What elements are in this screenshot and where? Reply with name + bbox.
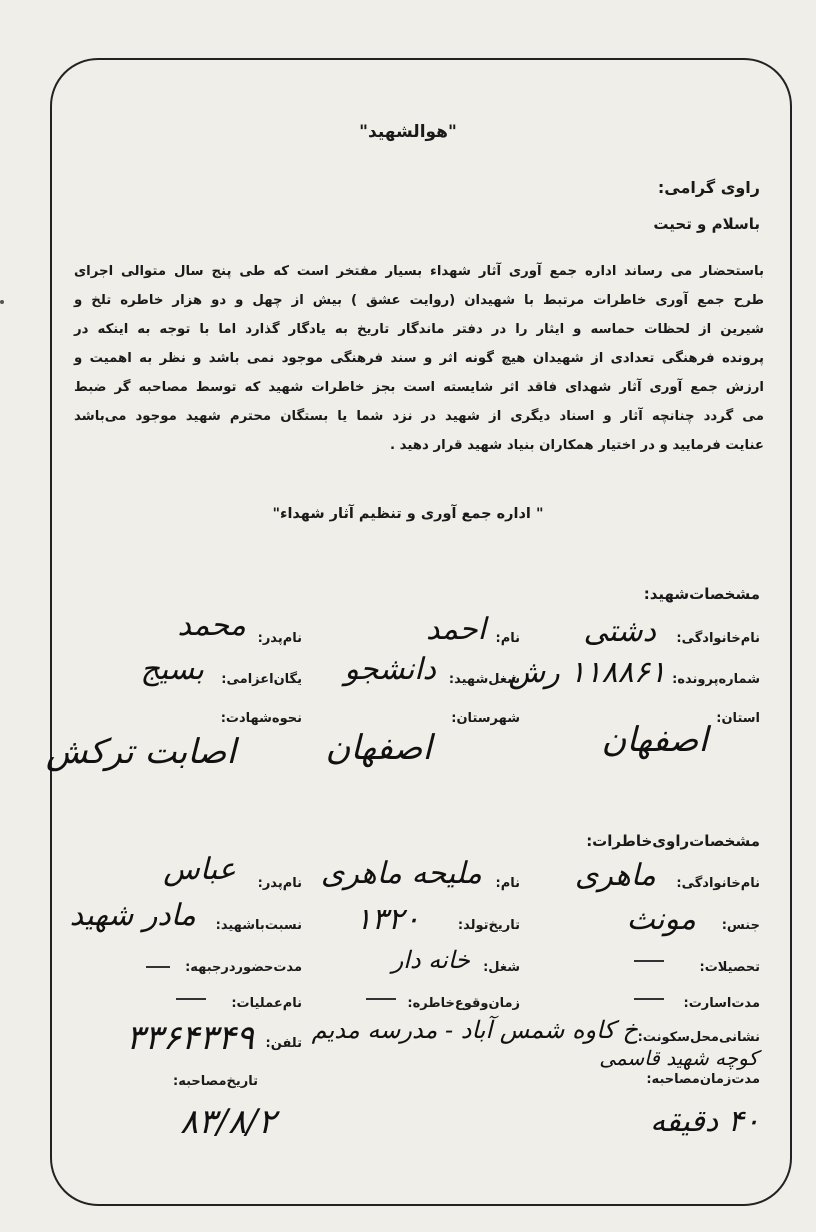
- martyr-city-value: اصفهان: [325, 728, 432, 768]
- narrator-education-label: تحصیلات:: [699, 960, 760, 975]
- greeting: راوی گرامی:: [657, 178, 760, 197]
- empty-line: [634, 998, 664, 1000]
- letter-line: ارزش جمع آوری آثار شهدای فاقد اثر شایسته است بجز خاطرات شهید که توسط مصاحبه گر ضبط: [74, 380, 764, 395]
- salutation: باسلام و تحیت: [653, 215, 760, 233]
- martyr-heading: مشخصات‌شهید:: [643, 585, 760, 603]
- narrator-gender-value: مونث: [626, 902, 696, 937]
- narrator-name-label: نام:: [495, 876, 520, 891]
- letter-line: می گردد چنانچه آثار و اسناد دیگری از شهید در نزد شما یا بستگان محترم شهید موجود می‌باشد: [74, 409, 764, 424]
- martyr-job-label: شغل‌شهید:: [448, 672, 520, 687]
- empty-line: [366, 998, 396, 1000]
- narrator-relation-label: نسبت‌باشهید:: [215, 918, 302, 933]
- scan-mark: [0, 300, 4, 304]
- narrator-address-value: خ کاوه شمس آباد - مدرسه مدیم: [311, 1016, 638, 1044]
- narrator-last-name-label: نام‌خانوادگی:: [676, 876, 760, 891]
- narrator-birth-label: تاریخ‌تولد:: [457, 918, 520, 933]
- martyr-unit-value: بسیج: [140, 652, 204, 687]
- martyr-file-no-value: ۱۱۸۸۶۱ رش: [508, 655, 666, 690]
- martyr-city-label: شهرستان:: [451, 711, 520, 726]
- empty-line: [146, 966, 170, 968]
- narrator-name-value: ملیحه ماهری: [320, 856, 482, 891]
- narrator-date-label: تاریخ‌مصاحبه:: [173, 1074, 258, 1089]
- narrator-address-line2: کوچه شهید قاسمی: [599, 1046, 758, 1070]
- letter-line: طرح جمع آوری خاطرات مرتبط با شهیدان (روایت عشق ) بیش از چهل و دو هزار خاطره تلخ و: [74, 293, 764, 308]
- narrator-duration-label: مدت‌زمان‌مصاحبه:: [646, 1072, 760, 1087]
- martyr-manner-label: نحوه‌شهادت:: [220, 711, 302, 726]
- narrator-father-label: نام‌پدر:: [257, 876, 302, 891]
- narrator-duration-value: ۴۰ دقیقه: [650, 1104, 760, 1139]
- empty-line: [176, 998, 206, 1000]
- martyr-unit-label: یگان‌اعزامی:: [221, 672, 302, 687]
- narrator-father-value: عباس: [163, 852, 236, 887]
- narrator-job-label: شغل:: [483, 960, 520, 975]
- narrator-heading: مشخصات‌راوی‌خاطرات:: [586, 832, 760, 850]
- narrator-gender-label: جنس:: [721, 918, 760, 933]
- martyr-file-no-label: شماره‌پرونده:: [672, 672, 760, 687]
- narrator-front-label: مدت‌حضوردرجبهه:: [185, 960, 302, 975]
- martyr-job-value: دانشجو: [344, 652, 436, 687]
- office-signature: " اداره جمع آوری و تنظیم آثار شهداء": [272, 506, 544, 522]
- letter-line: باستحضار می رساند اداره جمع آوری آثار شهداء بسیار مفتخر است که طی پنج سال متوالی اجرای: [74, 264, 764, 279]
- letter-line: پرونده فرهنگی تعدادی از شهیدان هیچ گونه اثر و سند فرهنگی موجود نمی باشد و نظر به اهمیت و: [74, 351, 764, 366]
- letter-line: شیرین از لحظات حماسه و ایثار را در دفتر ماندگار تاریخ به یادگار گذارد اما با توجه به اینکه در: [74, 322, 764, 337]
- narrator-last-name-value: ماهری: [574, 858, 656, 893]
- narrator-phone-label: تلفن:: [265, 1036, 302, 1051]
- narrator-address-label: نشانی‌محل‌سکونت:: [637, 1030, 760, 1045]
- narrator-job-value: خانه دار: [391, 946, 470, 974]
- page-title: "هوالشهید": [359, 122, 457, 142]
- narrator-memory-time-label: زمان‌وقوع‌خاطره:: [407, 996, 520, 1011]
- narrator-captivity-label: مدت‌اسارت:: [683, 996, 760, 1011]
- narrator-operation-label: نام‌عملیات:: [231, 996, 302, 1011]
- martyr-last-name-label: نام‌خانوادگی:: [676, 631, 760, 646]
- martyr-father-label: نام‌پدر:: [257, 631, 302, 646]
- martyr-manner-value: اصابت ترکش: [45, 732, 236, 772]
- martyr-father-value: محمد: [177, 608, 246, 643]
- narrator-phone-value: ۳۳۶۴۳۴۹: [126, 1018, 254, 1058]
- martyr-last-name-value: دشتی: [583, 614, 656, 649]
- letter-line: عنایت فرمایید و در اختیار همکاران بنیاد شهید قرار دهید .: [389, 438, 764, 453]
- martyr-name-value: احمد: [426, 612, 486, 647]
- narrator-birth-value: ۱۳۲۰: [355, 902, 420, 937]
- narrator-date-value: ۸۳/۸/۲: [180, 1102, 276, 1142]
- martyr-province-value: اصفهان: [601, 720, 708, 760]
- martyr-name-label: نام:: [495, 631, 520, 646]
- narrator-relation-value: مادر شهید: [69, 898, 196, 933]
- empty-line: [634, 960, 664, 962]
- martyr-province-label: استان:: [716, 711, 760, 726]
